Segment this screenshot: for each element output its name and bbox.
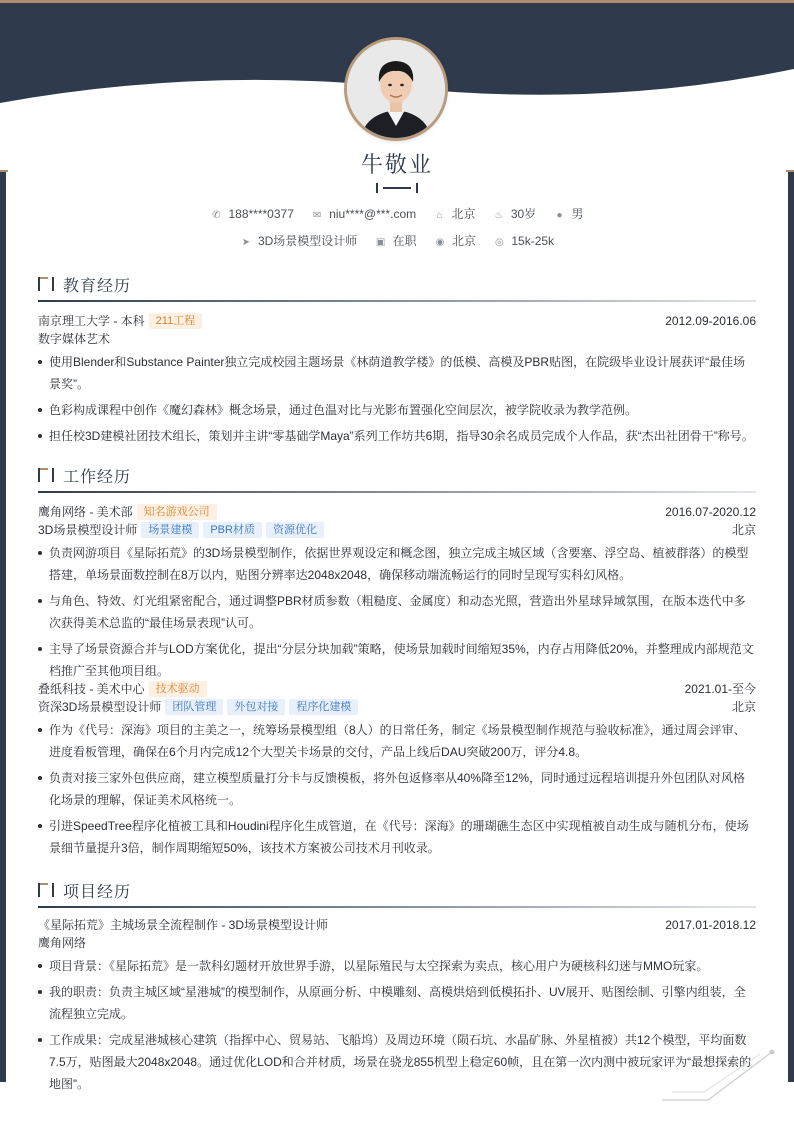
list-item: 项目背景：《星际拓荒》是一款科幻题材开放世界手游，以星际殖民与太空探索为卖点，核心用户为硬核科幻迷与MMO玩家。 [38,955,756,977]
job-dates: 2016.07-2020.12 [665,505,756,519]
project-bullets [38,955,756,1095]
education-entry [38,312,756,447]
gender-value: 男 [571,207,584,221]
contact-info-row [0,205,794,222]
skill-tag: 程序化建模 [289,699,358,715]
list-item: 使用Blender和Substance Painter独立完成校园主题场景《林荫道教学楼》的低模、高模及PBR贴图，在院级毕业设计展获评“最佳场景奖”。 [38,351,756,395]
salary-item [493,234,554,248]
school-tag: 211工程 [149,313,203,329]
list-item: 负责网游项目《星际拓荒》的3D场景模型制作，依据世界观设定和概念图，独立完成主城区域（含要塞、浮空岛、植被群落）的模型搭建，单场景面数控制在8万以内，贴图分辨率达2048x2048，确保移动端流畅运行的同时呈现写实科幻风格。 [38,542,756,586]
list-item: 引进SpeedTree程序化植被工具和Houdini程序化生成管道，在《代号：深海》的珊瑚礁生态区中实现植被自动生成与随机分布，使场景细节量提升3倍，制作周期缩短50%，该技术方案被公司技术月刊收录。 [38,815,756,859]
gender-icon: ● [556,210,563,221]
cake-icon: ♨ [494,210,504,221]
project-title: 项目经历 [63,884,132,901]
list-item: 担任校3D建模社团技术组长，策划并主讲“零基础学Maya”系列工作坊共6期，指导30余名成员完成个人作品，获“杰出社团骨干”称号。 [38,425,756,447]
major: 数字媒体艺术 [38,332,111,346]
corner-decoration-icon [660,1048,778,1104]
job-bullets [38,542,756,682]
education-header [38,270,756,300]
email-value: niu****@***.com [329,206,417,221]
project-dates: 2017.01-2018.12 [665,918,756,932]
section-title-icon [38,277,56,291]
city-item [433,205,475,222]
education-bullets [38,351,756,447]
target-role-item [240,232,357,249]
age-value: 30岁 [510,207,537,221]
job-bullets [38,719,756,859]
list-item: 色彩构成课程中创作《魔幻森林》概念场景，通过色温对比与光影布置强化空间层次，被学院收录为教学范例。 [38,399,756,421]
mail-icon: ✉ [313,209,322,221]
briefcase-icon: ▣ [375,237,386,248]
skill-tag: PBR材质 [203,522,262,538]
project-company: 鹰角网络 [38,936,87,950]
list-item: 主导了场景资源合并与LOD方案优化，提出“分层分块加载”策略，使场景加载时间缩短35%，内存占用降低20%，并整理成内部规范文档推广至其他项目组。 [38,638,756,682]
right-side-bar [788,172,794,1082]
company-tag: 知名游戏公司 [137,504,217,520]
avatar-portrait-icon [347,40,445,138]
company-name: 鹰角网络 - 美术部 [38,505,133,519]
target-role-value: 3D场景模型设计师 [257,234,358,248]
project-section [38,876,756,1099]
avatar [347,40,445,138]
school-name: 南京理工大学 - 本科 [38,314,145,328]
project-entry [38,916,756,1095]
section-divider [38,300,756,302]
location-pin-icon: ◉ [435,237,445,248]
work-title: 工作经历 [63,469,132,486]
project-name: 《星际拓荒》主城场景全流程制作 - 3D场景模型设计师 [38,918,329,932]
section-title-icon [38,468,56,482]
section-divider [38,906,756,908]
job-city: 北京 [731,523,756,537]
list-item: 我的职责：负责主城区域“星港城”的模型制作，从原画分析、中模雕刻、高模烘焙到低模拓扑、UV展开、贴图绘制、引擎内组装，全流程独立完成。 [38,981,756,1025]
section-divider [38,491,756,493]
education-dates: 2012.09-2016.06 [665,314,756,328]
send-icon: ➤ [241,237,251,248]
company-name: 叠纸科技 - 美术中心 [38,682,145,696]
skill-tag: 团队管理 [165,699,223,715]
skill-tag: 外包对接 [227,699,285,715]
skill-tag: 场景建模 [141,522,199,538]
job-role: 资深3D场景模型设计师 [38,700,162,714]
home-icon: ⌂ [436,210,443,221]
phone-value: 188****0377 [228,206,294,221]
status-item [375,232,417,249]
phone-item [210,207,293,221]
job-entry [38,680,756,859]
work-header [38,461,756,491]
work-section [38,461,756,863]
job-dates: 2021.01-至今 [684,682,756,696]
job-entry [38,503,756,682]
city-value: 北京 [451,207,476,221]
section-title-icon [38,883,56,897]
left-side-bar [0,172,6,1082]
project-header [38,876,756,906]
job-intent-row [0,232,794,249]
list-item: 负责对接三家外包供应商，建立模型质量打分卡与反馈模板，将外包返修率从40%降至12%，同时通过远程培训提升外包团队对风格化场景的理解，保证美术风格统一。 [38,767,756,811]
target-city-value: 北京 [451,234,476,248]
company-tag: 技术驱动 [149,681,207,697]
education-title: 教育经历 [63,278,132,295]
job-role: 3D场景模型设计师 [38,523,138,537]
list-item: 作为《代号：深海》项目的主美之一，统筹场景模型组（8人）的日常任务，制定《场景模型制作规范与验收标准》，通过周会评审、进度看板管理，确保在6个月内完成12个大型关卡场景的交付，产品上线后DAU突破200万，评分4.8。 [38,719,756,763]
status-value: 在职 [392,234,417,248]
email-item [311,207,416,221]
list-item: 与角色、特效、灯光组紧密配合，通过调整PBR材质参数（粗糙度、金属度）和动态光照，营造出外星球异域氛围，在版本迭代中多次获得美术总监的“最佳场景表现”认可。 [38,590,756,634]
age-item [493,205,536,222]
coin-icon: ◎ [494,236,504,248]
skill-tag: 资源优化 [266,522,324,538]
job-city: 北京 [731,700,756,714]
education-section [38,270,756,451]
list-item: 工作成果：完成星港城核心建筑（指挥中心、贸易站、飞船坞）及周边环境（陨石坑、水晶矿脉、外星植被）共12个模型，平均面数7.5万，贴图最大2048x2048。通过优化LOD和合并材质，场景在骁龙855机型上稳定60帧，且在第一次内测中被玩家评为“最想探索的地图”。 [38,1029,756,1095]
name-divider-icon [376,182,418,194]
salary-value: 15k-25k [511,233,555,248]
candidate-name: 牛敬业 [360,152,433,177]
gender-item [554,205,584,222]
target-city-item [434,232,476,249]
phone-icon: ✆ [212,209,221,221]
